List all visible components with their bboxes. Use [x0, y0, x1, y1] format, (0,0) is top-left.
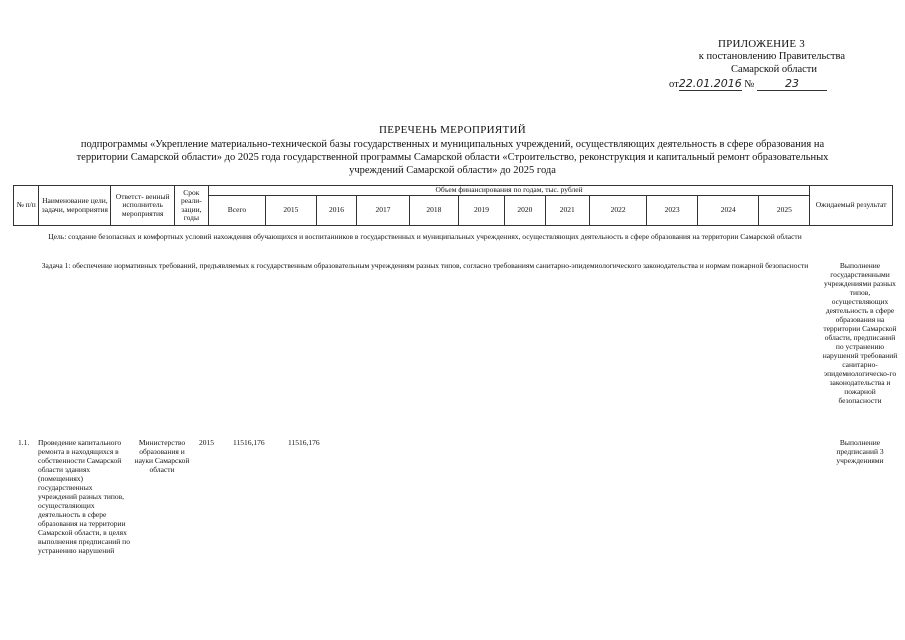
header-year: 2015 — [266, 196, 317, 226]
handwritten-number: 23 — [757, 77, 827, 91]
header-year: 2024 — [698, 196, 759, 226]
appendix-line-3: Самарской области — [731, 64, 817, 75]
funding-table-header — [13, 185, 893, 226]
header-year: 2020 — [505, 196, 545, 226]
header-result: Ожидаемый результат — [810, 186, 893, 226]
row-expected-result: Выполнение предписаний 3 учреждениями — [836, 438, 884, 465]
header-total: Всего — [208, 196, 265, 226]
header-num: № п/п — [14, 186, 39, 226]
handwritten-date: 22.01.2016 — [678, 77, 742, 90]
appendix-header — [625, 38, 845, 91]
header-term: Срок реали- зации, годы — [174, 186, 208, 226]
goal-text: Цель: создание безопасных и комфортных условий нахождения обучающихся и воспитанников в государственных и муниципальных учреждениях, осуществляющих деятельность в сфере образования на территории Самарской области — [48, 232, 802, 241]
header-year: 2023 — [647, 196, 698, 226]
task-expected-result: Выполнение государственными учреждениями разных типов, осуществляющих деятельность в сфере образования на территории Самарской области, предписаний по устранению нарушений требований санитарно-эпидемиологическо-го законодательства и пожарной безопасности — [822, 261, 898, 405]
header-executor: Ответст- венный исполнитель мероприятия — [111, 186, 175, 226]
row-executor: Министерство образования и науки Самарской области — [134, 438, 190, 474]
header-name: Наименование цели, задачи, мероприятия — [39, 186, 111, 226]
row-number: 1.1. — [18, 438, 30, 447]
header-year: 2017 — [357, 196, 410, 226]
row-activity-name: Проведение капитального ремонта в находящихся в собственности Самарской области зданиях (помещениях) государственных учреждений разных типов, осуществляющих деятельность в сфере образования на территории Самарской области, в целях выполнения предписаний по устранению нарушений — [38, 438, 130, 555]
header-year: 2019 — [458, 196, 505, 226]
header-year: 2016 — [316, 196, 356, 226]
row-total: 11516,176 — [233, 438, 265, 447]
appendix-title: ПРИЛОЖЕНИЕ 3 — [718, 38, 805, 50]
from-label: от — [669, 79, 679, 90]
row-term: 2015 — [199, 438, 214, 447]
header-year: 2022 — [590, 196, 647, 226]
header-funding: Объем финансирования по годам, тыс. рублей — [208, 186, 809, 196]
task-text: Задача 1: обеспечение нормативных требований, предъявляемых к государственным образовательным учреждениям разных типов, согласно требованиям санитарно-эпидемиологического законодательства и нормам пожарной безопасности — [41, 261, 809, 270]
appendix-line-2: к постановлению Правительства — [698, 51, 845, 62]
appendix-date-number — [625, 77, 827, 91]
header-year: 2018 — [410, 196, 459, 226]
header-year: 2021 — [545, 196, 589, 226]
page-title: ПЕРЕЧЕНЬ МЕРОПРИЯТИЙ — [378, 124, 527, 136]
row-2015-value: 11516,176 — [288, 438, 320, 447]
page-subtitle: подпрограммы «Укрепление материально-технической базы государственных и муниципальных учреждений, осуществляющих деятельность в сфере образования на территории Самарской области» до 2025 года государственной программы Самарской области «Строительство, реконструкция и капитальный ремонт образовательных учреждений Самарской области» до 2025 года — [76, 139, 829, 176]
header-year: 2025 — [759, 196, 810, 226]
number-label: № — [744, 79, 755, 90]
